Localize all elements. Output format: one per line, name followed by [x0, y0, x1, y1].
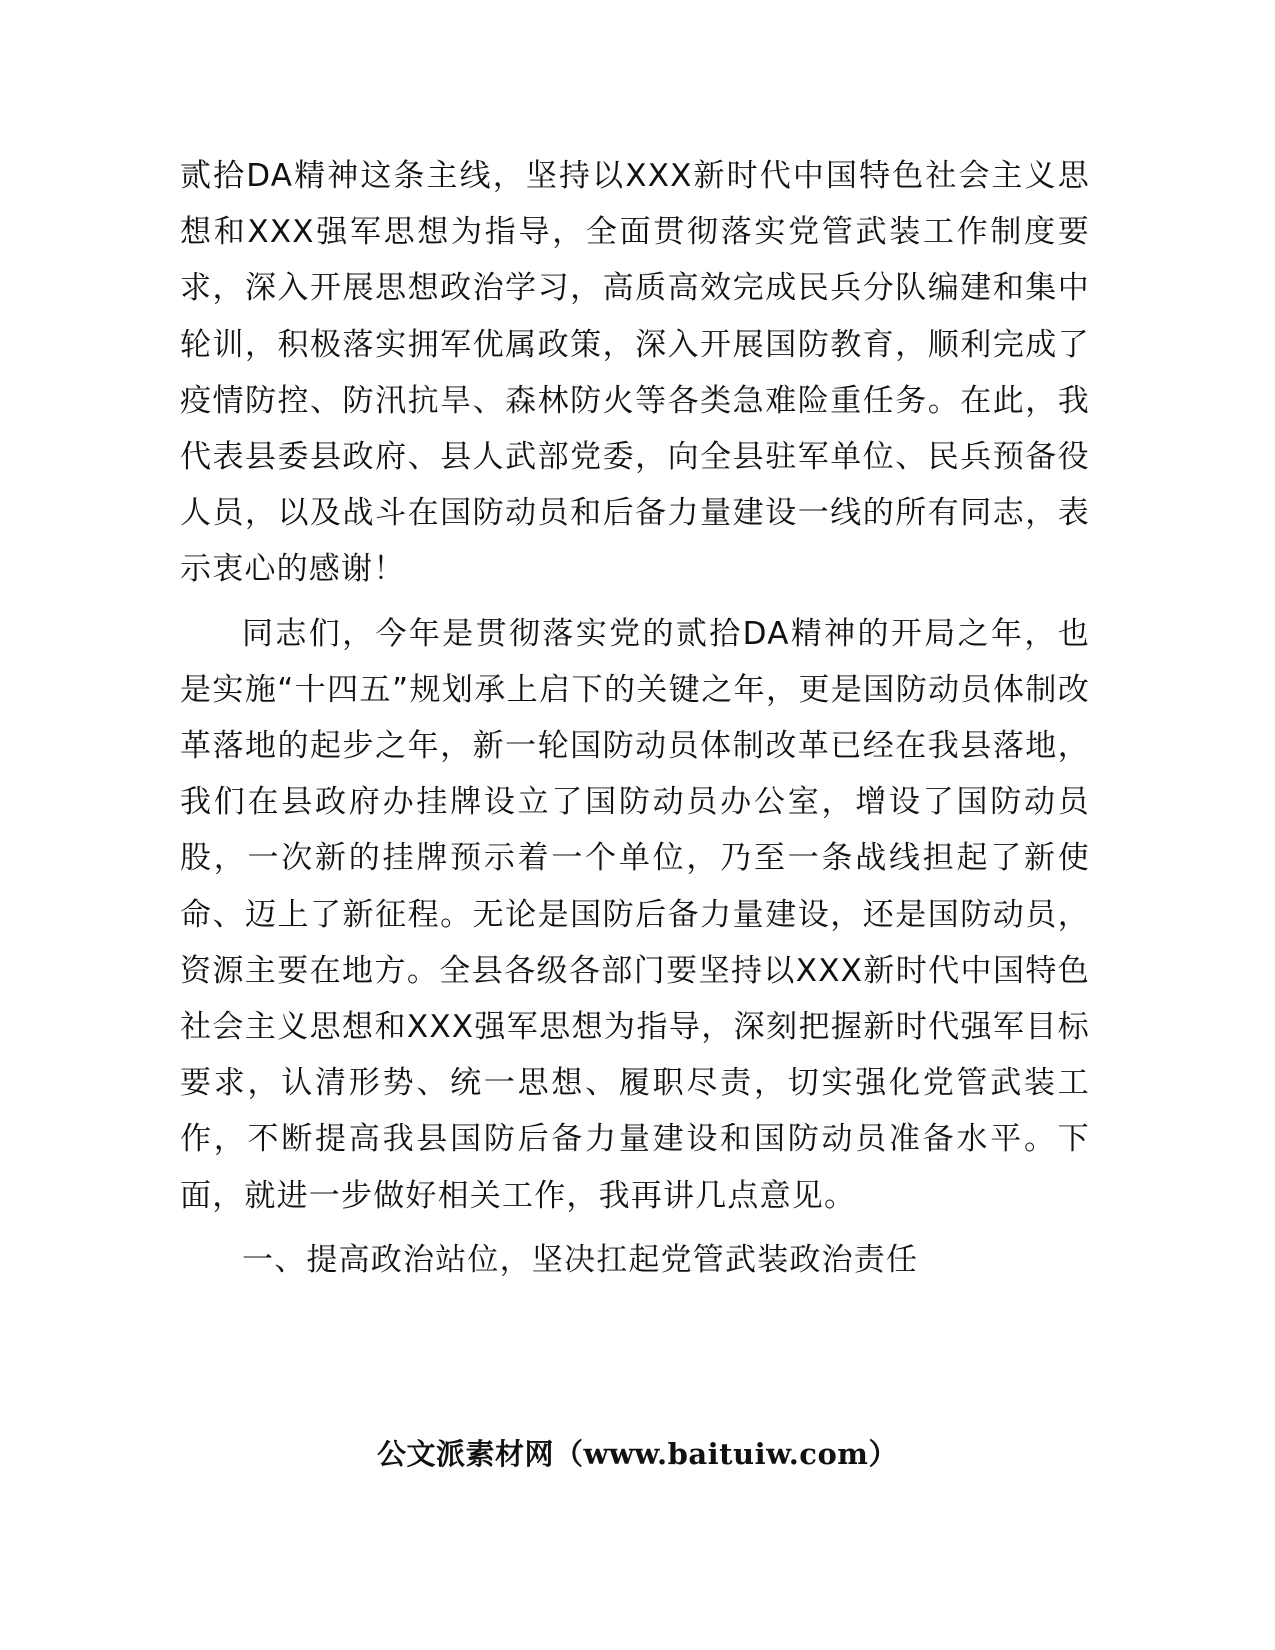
paragraph-continuation: 贰拾DA精神这条主线，坚持以XXX新时代中国特色社会主义思想和XXX强军思想为指导，全面贯彻落实党管武装工作制度要求，深入开展思想政治学习，高质高效完成民兵分队编建和集中轮训，积极落实拥军优属政策，深入开展国防教育，顺利完成了疫情防控、防汛抗旱、森林防火等各类急难险重任务。在此，我代表县委县政府、县人武部党委，向全县驻军单位、民兵预备役人员，以及战斗在国防动员和后备力量建设一线的所有同志，表示衷心的感谢！ — [180, 158, 1090, 588]
section-heading-one: 一、提高政治站位，坚决扛起党管武装政治责任 — [242, 1241, 919, 1278]
paragraph-comrades: 同志们，今年是贯彻落实党的贰拾DA精神的开局之年，也是实施“十四五”规划承上启下的关键之年，更是国防动员体制改革落地的起步之年，新一轮国防动员体制改革已经在我县落地，我们在县政府办挂牌设立了国防动员办公室，增设了国防动员股，一次新的挂牌预示着一个单位，乃至一条战线担起了新使命、迈上了新征程。无论是国防后备力量建设，还是国防动员，资源主要在地方。全县各级各部门要坚持以XXX新时代中国特色社会主义思想和XXX强军思想为指导，深刻把握新时代强军目标要求，认清形势、统一思想、履职尽责，切实强化党管武装工作，不断提高我县国防后备力量建设和国防动员准备水平。下面，就进一步做好相关工作，我再讲几点意见。 — [180, 615, 1090, 1214]
document-body — [180, 148, 1090, 1288]
footer-watermark: 公文派素材网（www.baituiw.com） — [377, 1437, 898, 1471]
